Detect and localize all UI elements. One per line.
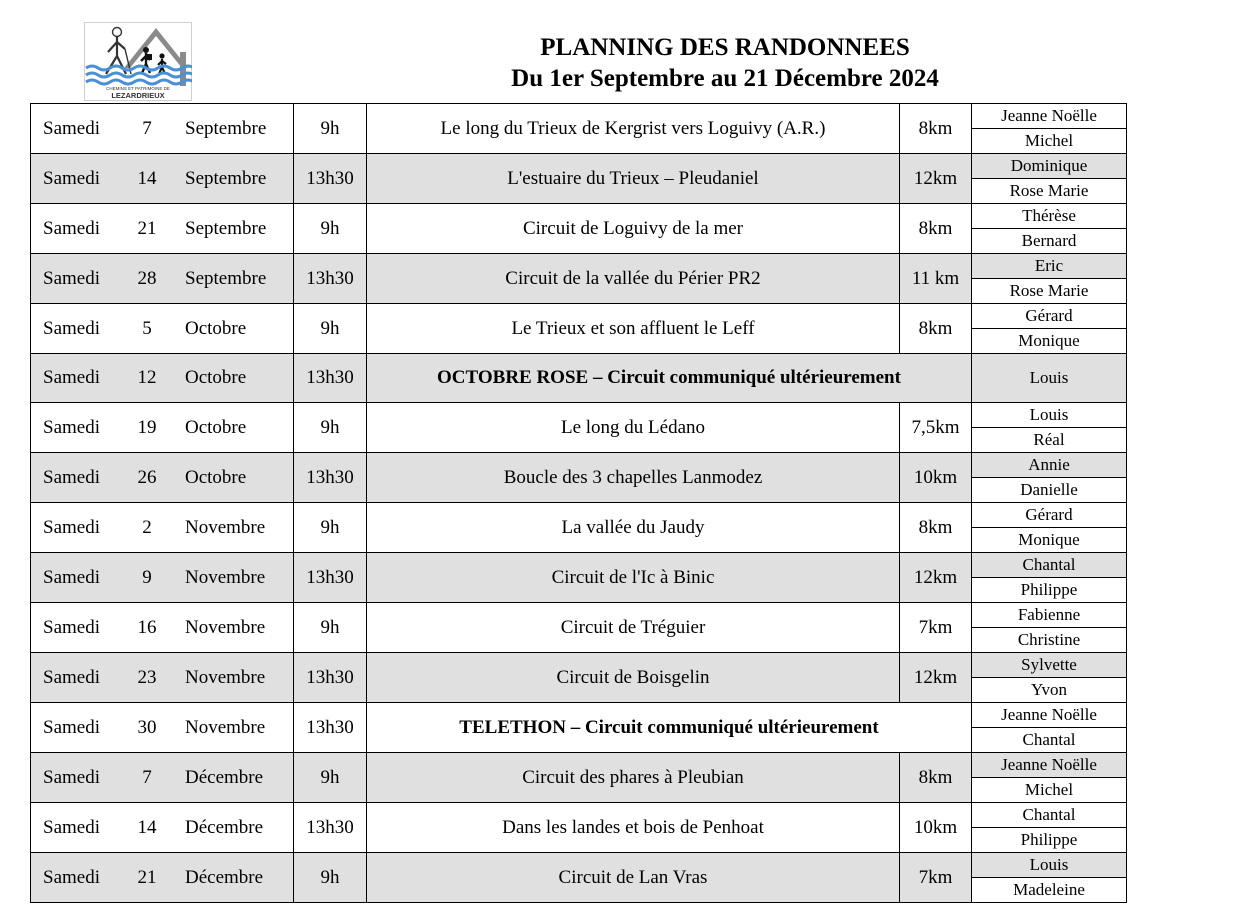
month-name: Septembre — [185, 267, 267, 289]
day-name: Samedi — [43, 117, 100, 139]
day-number: 21 — [137, 217, 157, 239]
day-name: Samedi — [43, 267, 100, 289]
day-number: 23 — [137, 666, 157, 688]
guide-name: Rose Marie — [972, 178, 1126, 203]
date-cell — [31, 653, 294, 703]
day-number: 7 — [142, 117, 152, 139]
guides-cell — [972, 154, 1127, 204]
table-row — [31, 853, 1127, 903]
day-number: 9 — [142, 566, 152, 588]
date-cell — [31, 154, 294, 204]
hike-description: OCTOBRE ROSE – Circuit communiqué ultérieurement — [367, 354, 972, 403]
date-cell — [31, 254, 294, 304]
guide-name: Louis — [1029, 405, 1069, 424]
date-cell — [31, 853, 294, 903]
hike-distance: 7,5km — [900, 403, 972, 453]
day-number: 2 — [142, 516, 152, 538]
start-time: 9h — [294, 204, 367, 254]
date-cell — [31, 753, 294, 803]
month-name: Septembre — [185, 217, 267, 239]
hike-description: Le Trieux et son affluent le Leff — [367, 304, 900, 354]
guide-name: Madeleine — [972, 877, 1126, 902]
hike-schedule-table — [30, 103, 1127, 903]
guides-cell — [972, 503, 1127, 553]
day-name: Samedi — [43, 616, 100, 638]
date-cell — [31, 503, 294, 553]
day-name: Samedi — [43, 367, 100, 388]
day-number: 21 — [137, 866, 157, 888]
table-row — [31, 204, 1127, 254]
day-number: 19 — [137, 416, 157, 438]
hike-description: Le long du Trieux de Kergrist vers Loguivy (A.R.) — [367, 104, 900, 154]
start-time: 9h — [294, 304, 367, 354]
day-name: Samedi — [43, 466, 100, 488]
day-number: 7 — [142, 766, 152, 788]
guide-name: Monique — [972, 328, 1126, 353]
guides-cell — [972, 204, 1127, 254]
guides-cell — [972, 803, 1127, 853]
hike-description: Circuit des phares à Pleubian — [367, 753, 900, 803]
start-time: 9h — [294, 753, 367, 803]
guides-cell — [972, 403, 1127, 453]
guides-cell — [972, 254, 1127, 304]
guides-cell — [972, 453, 1127, 503]
day-name: Samedi — [43, 416, 100, 438]
hike-description: Dans les landes et bois de Penhoat — [367, 803, 900, 853]
guide-name: Fabienne — [1017, 605, 1081, 624]
start-time: 13h30 — [294, 553, 367, 603]
month-name: Novembre — [185, 716, 266, 738]
month-name: Novembre — [185, 516, 266, 538]
day-name: Samedi — [43, 167, 100, 189]
guides-cell — [972, 703, 1127, 753]
month-name: Septembre — [185, 117, 267, 139]
table-row — [31, 453, 1127, 503]
table-row — [31, 603, 1127, 653]
guide-name: Monique — [972, 527, 1126, 552]
month-name: Novembre — [185, 566, 266, 588]
table-row — [31, 304, 1127, 354]
hike-distance: 8km — [900, 753, 972, 803]
hike-distance: 12km — [900, 653, 972, 703]
page-title — [440, 32, 1010, 94]
guides-cell — [972, 653, 1127, 703]
start-time: 13h30 — [294, 354, 367, 403]
hike-distance: 7km — [900, 603, 972, 653]
hike-distance: 10km — [900, 453, 972, 503]
date-cell — [31, 403, 294, 453]
guide-name: Annie — [972, 453, 1126, 477]
day-name: Samedi — [43, 566, 100, 588]
start-time: 13h30 — [294, 453, 367, 503]
table-row — [31, 703, 1127, 753]
guide-name: Eric — [972, 254, 1126, 278]
guide-name: Philippe — [972, 827, 1126, 852]
day-name: Samedi — [43, 317, 100, 339]
hike-distance: 8km — [900, 304, 972, 354]
guide-name: Yvon — [972, 677, 1126, 702]
guide-name: Michel — [972, 777, 1126, 802]
date-cell — [31, 703, 294, 753]
hike-distance: 8km — [900, 503, 972, 553]
date-cell — [31, 453, 294, 503]
start-time: 13h30 — [294, 653, 367, 703]
hikers-logo-icon — [84, 22, 192, 101]
guides-cell — [972, 104, 1127, 154]
start-time: 9h — [294, 403, 367, 453]
hike-distance: 10km — [900, 803, 972, 853]
table-row — [31, 803, 1127, 853]
hike-distance: 8km — [900, 104, 972, 154]
month-name: Novembre — [185, 666, 266, 688]
guide-name: Dominique — [972, 154, 1126, 178]
club-logo — [84, 22, 192, 101]
guide-name: Jeanne Noëlle — [972, 753, 1126, 777]
start-time: 9h — [294, 104, 367, 154]
guide-name: Chantal — [1022, 805, 1076, 824]
table-row — [31, 104, 1127, 154]
hike-description: Circuit de Tréguier — [367, 603, 900, 653]
hike-description: L'estuaire du Trieux – Pleudaniel — [367, 154, 900, 204]
guide-name: Chantal — [972, 727, 1126, 752]
table-row — [31, 254, 1127, 304]
guide-name: Michel — [972, 128, 1126, 153]
guide-name: Christine — [972, 627, 1126, 652]
guides-cell — [972, 304, 1127, 354]
guides-cell — [972, 553, 1127, 603]
table-row — [31, 403, 1127, 453]
day-number: 12 — [137, 367, 157, 388]
hike-description: La vallée du Jaudy — [367, 503, 900, 553]
start-time: 9h — [294, 603, 367, 653]
table-row — [31, 503, 1127, 553]
guides-cell — [972, 753, 1127, 803]
hike-description: Circuit de Loguivy de la mer — [367, 204, 900, 254]
guide-name: Philippe — [972, 577, 1126, 602]
day-name: Samedi — [43, 516, 100, 538]
svg-text:CHEMINS ET PATRIMOINE DE: CHEMINS ET PATRIMOINE DE — [106, 86, 170, 91]
date-cell — [31, 354, 294, 403]
hike-description: TELETHON – Circuit communiqué ultérieurement — [367, 703, 972, 753]
title-line-1: PLANNING DES RANDONNEES — [540, 34, 910, 61]
table-row — [31, 354, 1127, 403]
day-name: Samedi — [43, 766, 100, 788]
start-time: 13h30 — [294, 703, 367, 753]
guide-name: Danielle — [972, 477, 1126, 502]
table-row — [31, 154, 1127, 204]
month-name: Septembre — [185, 167, 267, 189]
date-cell — [31, 603, 294, 653]
guide-name: Gérard — [1025, 505, 1073, 524]
month-name: Novembre — [185, 616, 266, 638]
guides-cell — [972, 603, 1127, 653]
guide-name: Rose Marie — [972, 278, 1126, 303]
hike-description: Le long du Lédano — [367, 403, 900, 453]
month-name: Octobre — [185, 317, 247, 339]
guide-name: Gérard — [1025, 306, 1073, 325]
day-number: 14 — [137, 167, 157, 189]
day-name: Samedi — [43, 716, 100, 738]
hike-description: Circuit de Lan Vras — [367, 853, 900, 903]
guide-name: Chantal — [972, 553, 1126, 577]
day-name: Samedi — [43, 816, 100, 838]
start-time: 13h30 — [294, 154, 367, 204]
guide-name: Sylvette — [972, 653, 1126, 677]
date-cell — [31, 304, 294, 354]
guide-name: Thérèse — [1022, 206, 1076, 225]
day-number: 30 — [137, 716, 157, 738]
month-name: Octobre — [185, 416, 247, 438]
day-number: 28 — [137, 267, 157, 289]
guide-name: Bernard — [972, 228, 1126, 253]
day-name: Samedi — [43, 217, 100, 239]
svg-text:LEZARDRIEUX: LEZARDRIEUX — [111, 91, 165, 100]
hike-distance: 12km — [900, 553, 972, 603]
start-time: 9h — [294, 853, 367, 903]
day-number: 26 — [137, 466, 157, 488]
start-time: 9h — [294, 503, 367, 553]
table-row — [31, 553, 1127, 603]
hike-distance: 11 km — [900, 254, 972, 304]
table-row — [31, 753, 1127, 803]
day-number: 5 — [142, 317, 152, 339]
month-name: Décembre — [185, 866, 264, 888]
day-name: Samedi — [43, 866, 100, 888]
month-name: Octobre — [185, 367, 247, 388]
guide-name: Réal — [972, 427, 1126, 452]
hike-distance: 7km — [900, 853, 972, 903]
day-number: 14 — [137, 816, 157, 838]
day-number: 16 — [137, 616, 157, 638]
hike-description: Boucle des 3 chapelles Lanmodez — [367, 453, 900, 503]
month-name: Décembre — [185, 766, 264, 788]
guide-name: Louis — [972, 853, 1126, 877]
hike-description: Circuit de Boisgelin — [367, 653, 900, 703]
date-cell — [31, 803, 294, 853]
table-row — [31, 653, 1127, 703]
guide-name: Louis — [972, 354, 1126, 402]
hike-distance: 12km — [900, 154, 972, 204]
month-name: Décembre — [185, 816, 264, 838]
day-name: Samedi — [43, 666, 100, 688]
hike-distance: 8km — [900, 204, 972, 254]
date-cell — [31, 104, 294, 154]
guides-cell — [972, 354, 1127, 403]
month-name: Octobre — [185, 466, 247, 488]
hike-description: Circuit de la vallée du Périer PR2 — [367, 254, 900, 304]
guides-cell — [972, 853, 1127, 903]
start-time: 13h30 — [294, 803, 367, 853]
date-cell — [31, 553, 294, 603]
guide-name: Jeanne Noëlle — [1001, 106, 1097, 125]
start-time: 13h30 — [294, 254, 367, 304]
title-line-2: Du 1er Septembre au 21 Décembre 2024 — [511, 65, 939, 92]
hike-description: Circuit de l'Ic à Binic — [367, 553, 900, 603]
guide-name: Jeanne Noëlle — [1001, 705, 1097, 724]
date-cell — [31, 204, 294, 254]
